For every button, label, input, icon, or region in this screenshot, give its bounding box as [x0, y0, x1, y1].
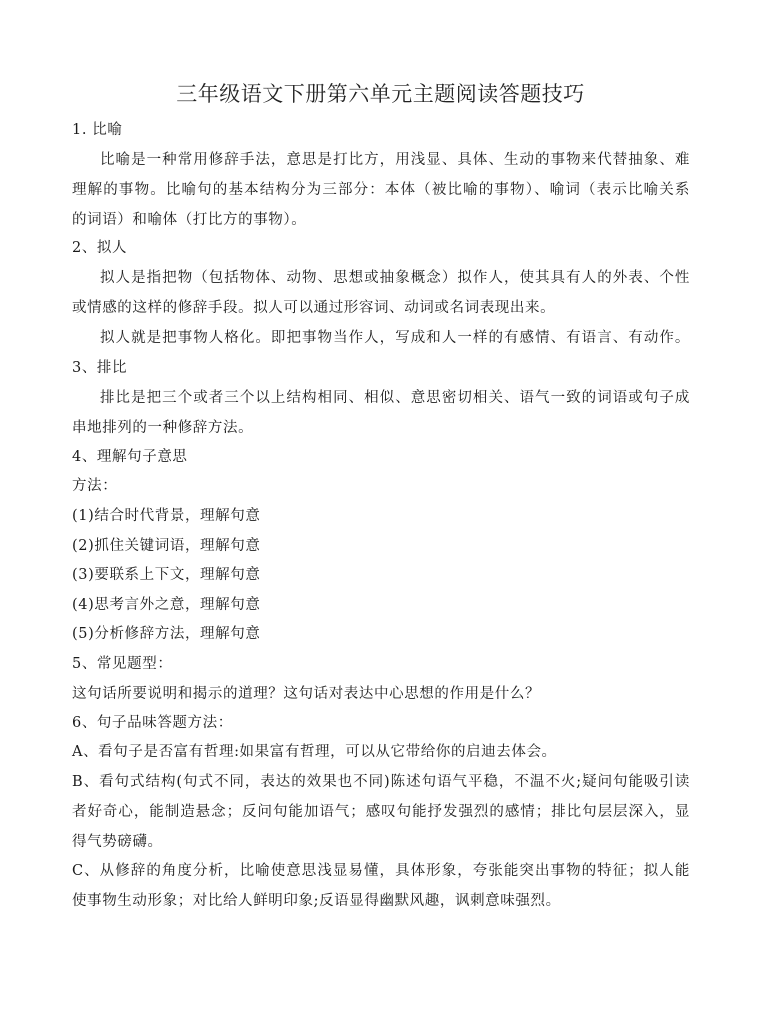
paragraph-line: 6、句子品味答题方法：	[72, 715, 233, 731]
paragraph-line: 比喻是一种常用修辞手法，意思是打比方，用浅显、具体、生动的事物来代替抽象、难	[100, 152, 690, 168]
paragraph-line: 或情感的这样的修辞手段。拟人可以通过形容词、动词或名词表现出来。	[72, 300, 556, 316]
paragraph-line: 这句话所要说明和揭示的道理？这句话对表达中心思想的作用是什么？	[72, 686, 541, 702]
paragraph-line: (4)思考言外之意，理解句意	[72, 597, 261, 613]
paragraph-line: 者好奇心，能制造悬念；反问句能加语气；感叹句能抒发强烈的感情；排比句层层深入，显	[72, 804, 690, 820]
paragraph-line: (3)要联系上下文，理解句意	[72, 567, 261, 583]
paragraph-line: 1. 比喻	[72, 122, 123, 138]
document-title: 三年级语文下册第六单元主题阅读答题技巧	[176, 82, 585, 106]
paragraph-line: 4、理解句子意思	[72, 449, 188, 465]
paragraph-line: C、从修辞的角度分析，比喻使意思浅显易懂，具体形象，夸张能突出事物的特征；拟人能	[72, 863, 690, 879]
paragraph-line: 2、拟人	[72, 240, 128, 256]
paragraph-line: 方法：	[72, 478, 118, 494]
paragraph-line: (5)分析修辞方法，理解句意	[72, 626, 261, 642]
paragraph-line: 排比是把三个或者三个以上结构相同、相似、意思密切相关、语气一致的词语或句子成	[100, 390, 690, 406]
paragraph-line: B、看句式结构(句式不同，表达的效果也不同)陈述句语气平稳，不温不火;疑问句能吸引读	[72, 774, 690, 790]
paragraph-line: 串地排列的一种修辞方法。	[72, 420, 254, 436]
paragraph-line: 3、排比	[72, 360, 128, 376]
paragraph-line: 5、常见题型：	[72, 656, 173, 672]
paragraph-line: 得气势磅礴。	[72, 834, 163, 850]
paragraph-line: (2)抓住关键词语，理解句意	[72, 538, 261, 554]
paragraph-line: 的词语）和喻体（打比方的事物）。	[72, 212, 307, 228]
paragraph-line: 拟人就是把事物人格化。即把事物当作人，写成和人一样的有感情、有语言、有动作。	[100, 330, 690, 346]
paragraph-line: 使事物生动形象；对比给人鲜明印象;反语显得幽默风趣，讽刺意味强烈。	[72, 893, 561, 909]
paragraph-line: (1)结合时代背景，理解句意	[72, 508, 261, 524]
paragraph-line: 拟人是指把物（包括物体、动物、思想或抽象概念）拟作人，使其具有人的外表、个性	[100, 270, 690, 286]
paragraph-line: A、看句子是否富有哲理:如果富有哲理，可以从它带给你的启迪去体会。	[72, 744, 557, 760]
paragraph-line: 理解的事物。比喻句的基本结构分为三部分：本体（被比喻的事物）、喻词（表示比喻关系	[72, 182, 690, 198]
